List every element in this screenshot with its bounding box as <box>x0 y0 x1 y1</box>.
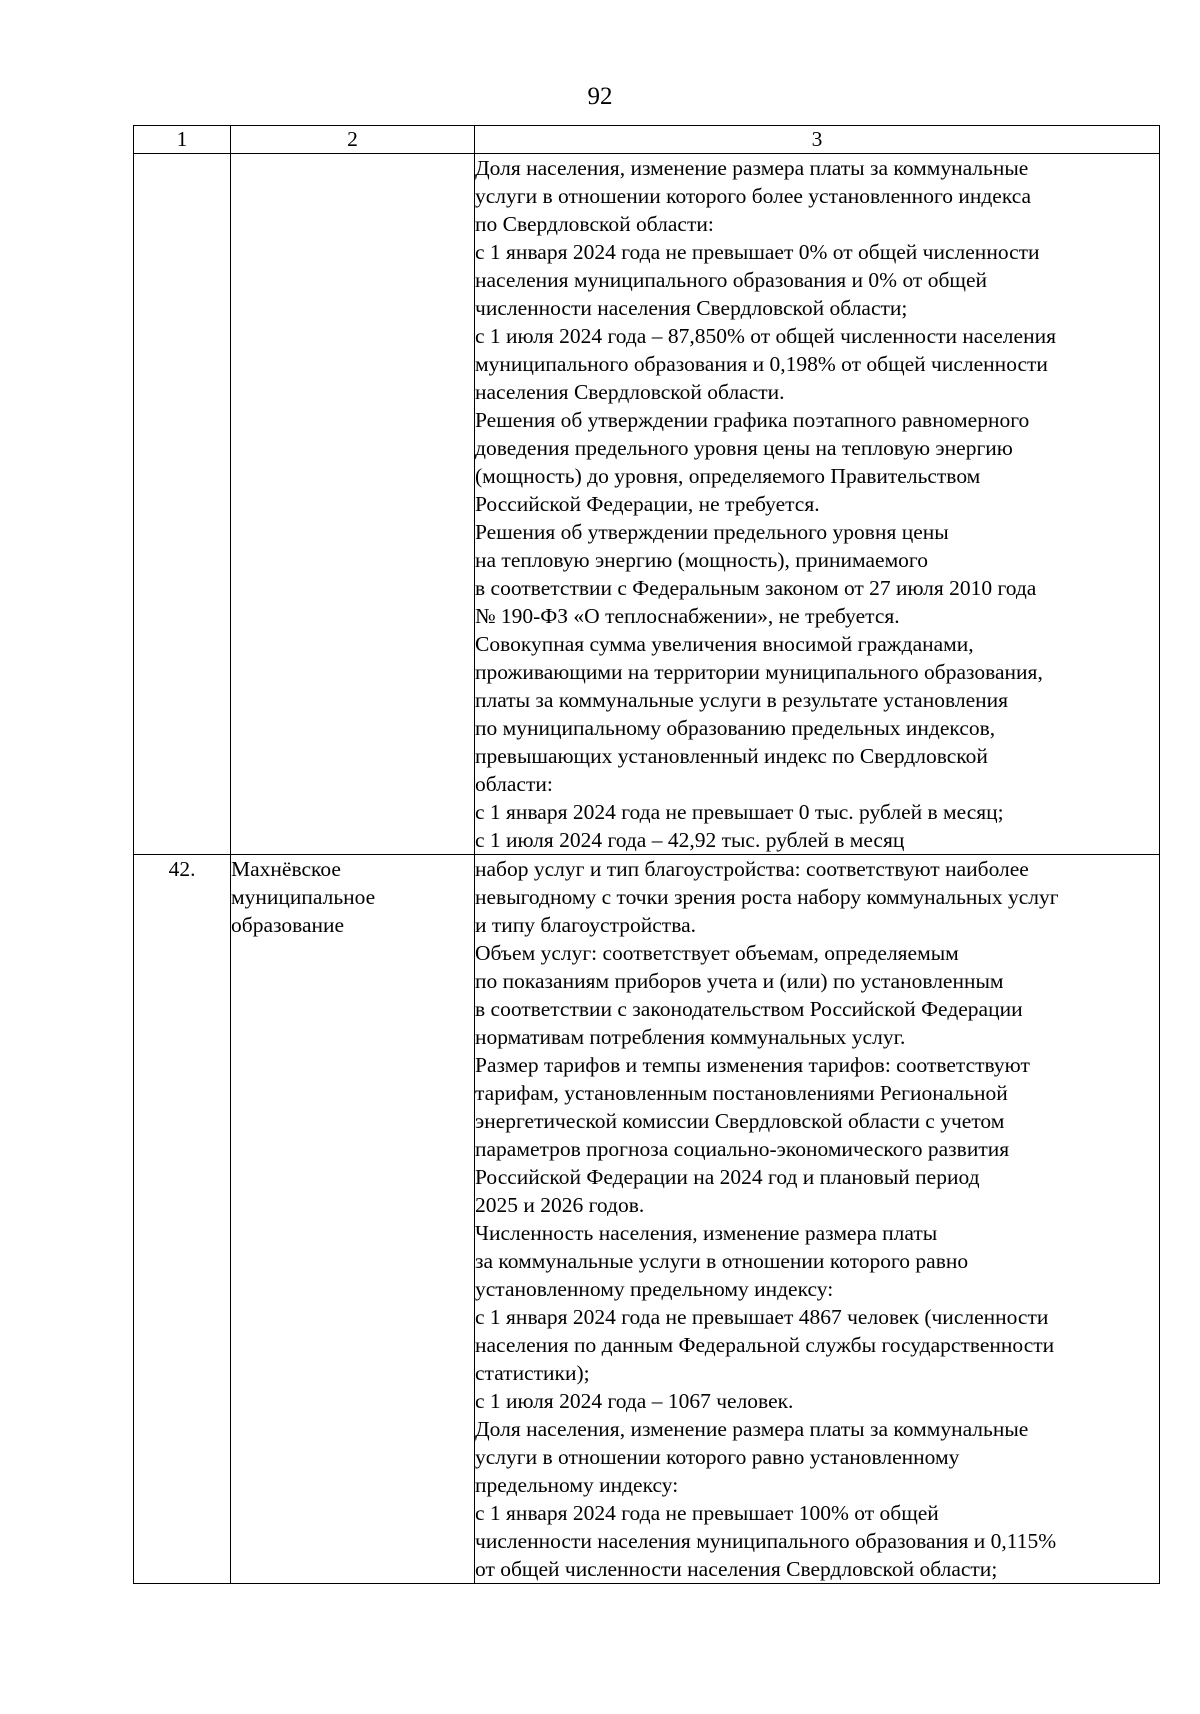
description-cell <box>475 154 1160 855</box>
description-line: с 1 июля 2024 года – 42,92 тыс. рублей в месяц <box>475 828 905 852</box>
row-number: 42. <box>168 857 196 881</box>
description-line: платы за коммунальные услуги в результате установления <box>475 688 1009 712</box>
description-line: превышающих установленный индекс по Свердловской <box>475 744 988 768</box>
municipality-name-line: образование <box>231 913 345 937</box>
description-line: за коммунальные услуги в отношении которого равно <box>475 1249 969 1273</box>
description-line: невыгодному с точки зрения роста набору коммунальных услуг <box>475 885 1059 909</box>
description-line: Совокупная сумма увеличения вносимой гражданами, <box>475 632 974 656</box>
description-line: предельному индексу: <box>475 1473 679 1497</box>
description-line: с 1 января 2024 года не превышает 0 тыс. рублей в месяц; <box>475 800 1004 824</box>
description-line: Доля населения, изменение размера платы за коммунальные <box>475 156 1029 180</box>
municipality-name-line: Махнёвское <box>231 857 341 881</box>
table-row <box>134 154 1160 855</box>
table-row <box>134 855 1160 1584</box>
municipality-name-line: муниципальное <box>231 885 376 909</box>
description-line: численности населения Свердловской области; <box>475 296 908 320</box>
description-line: проживающими на территории муниципального образования, <box>475 660 1043 684</box>
description-line: Решения об утверждении предельного уровня цены <box>475 520 949 544</box>
column-header-2: 2 <box>231 126 475 154</box>
description-line: Объем услуг: соответствует объемам, определяемым <box>475 941 959 965</box>
row-number-cell <box>134 154 231 855</box>
description-line: численности населения муниципального образования и 0,115% <box>475 1529 1057 1553</box>
description-line: нормативам потребления коммунальных услуг. <box>475 1025 906 1049</box>
description-line: по Свердловской области: <box>475 212 714 236</box>
description-line: статистики); <box>475 1361 590 1385</box>
description-line: параметров прогноза социально-экономического развития <box>475 1137 1010 1161</box>
page-number: 92 <box>587 83 613 110</box>
description-line: установленному предельному индексу: <box>475 1277 834 1301</box>
description-line: с 1 января 2024 года не превышает 100% от общей <box>475 1501 939 1525</box>
description-line: Решения об утверждении графика поэтапного равномерного <box>475 408 1030 432</box>
description-line: на тепловую энергию (мощность), принимаемого <box>475 548 928 572</box>
municipality-name-cell <box>231 154 475 855</box>
description-line: услуги в отношении которого равно установленному <box>475 1445 960 1469</box>
description-cell <box>475 855 1160 1584</box>
description-line: № 190-ФЗ «О теплоснабжении», не требуется. <box>475 604 900 628</box>
description-line: по муниципальному образованию предельных индексов, <box>475 716 996 740</box>
description-line: Российской Федерации на 2024 год и плановый период <box>475 1165 980 1189</box>
description-line: с 1 января 2024 года не превышает 4867 человек (численности <box>475 1305 1049 1329</box>
description-line: доведения предельного уровня цены на тепловую энергию <box>475 436 1013 460</box>
description-line: Размер тарифов и темпы изменения тарифов: соответствуют <box>475 1053 1030 1077</box>
description-line: Численность населения, изменение размера платы <box>475 1221 938 1245</box>
municipality-name-cell <box>231 855 475 1584</box>
document-table <box>133 125 1160 1584</box>
column-header-3: 3 <box>475 126 1160 154</box>
description-line: населения муниципального образования и 0% от общей <box>475 268 987 292</box>
description-line: по показаниям приборов учета и (или) по установленным <box>475 969 1004 993</box>
description-line: населения Свердловской области. <box>475 380 785 404</box>
description-line: Российской Федерации, не требуется. <box>475 492 820 516</box>
description-line: в соответствии с законодательством Российской Федерации <box>475 997 1023 1021</box>
description-line: в соответствии с Федеральным законом от 27 июля 2010 года <box>475 576 1037 600</box>
description-line: с 1 июля 2024 года – 87,850% от общей численности населения <box>475 324 1056 348</box>
description-line: энергетической комиссии Свердловской области с учетом <box>475 1109 1005 1133</box>
description-line: набор услуг и тип благоустройства: соответствуют наиболее <box>475 857 1029 881</box>
description-line: с 1 января 2024 года не превышает 0% от общей численности <box>475 240 1040 264</box>
description-line: и типу благоустройства. <box>475 913 696 937</box>
description-line: Доля населения, изменение размера платы за коммунальные <box>475 1417 1029 1441</box>
table-header-row <box>134 126 1160 154</box>
row-number-cell <box>134 855 231 1584</box>
description-line: области: <box>475 772 553 796</box>
description-line: с 1 июля 2024 года – 1067 человек. <box>475 1389 794 1413</box>
description-line: населения по данным Федеральной службы государственности <box>475 1333 1055 1357</box>
column-header-1: 1 <box>134 126 231 154</box>
description-line: 2025 и 2026 годов. <box>475 1193 645 1217</box>
table-body <box>134 154 1160 1584</box>
description-line: (мощность) до уровня, определяемого Правительством <box>475 464 981 488</box>
description-line: тарифам, установленным постановлениями Региональной <box>475 1081 1008 1105</box>
description-line: от общей численности населения Свердловской области; <box>475 1557 998 1581</box>
description-line: муниципального образования и 0,198% от общей численности <box>475 352 1048 376</box>
description-line: услуги в отношении которого более установленного индекса <box>475 184 1032 208</box>
